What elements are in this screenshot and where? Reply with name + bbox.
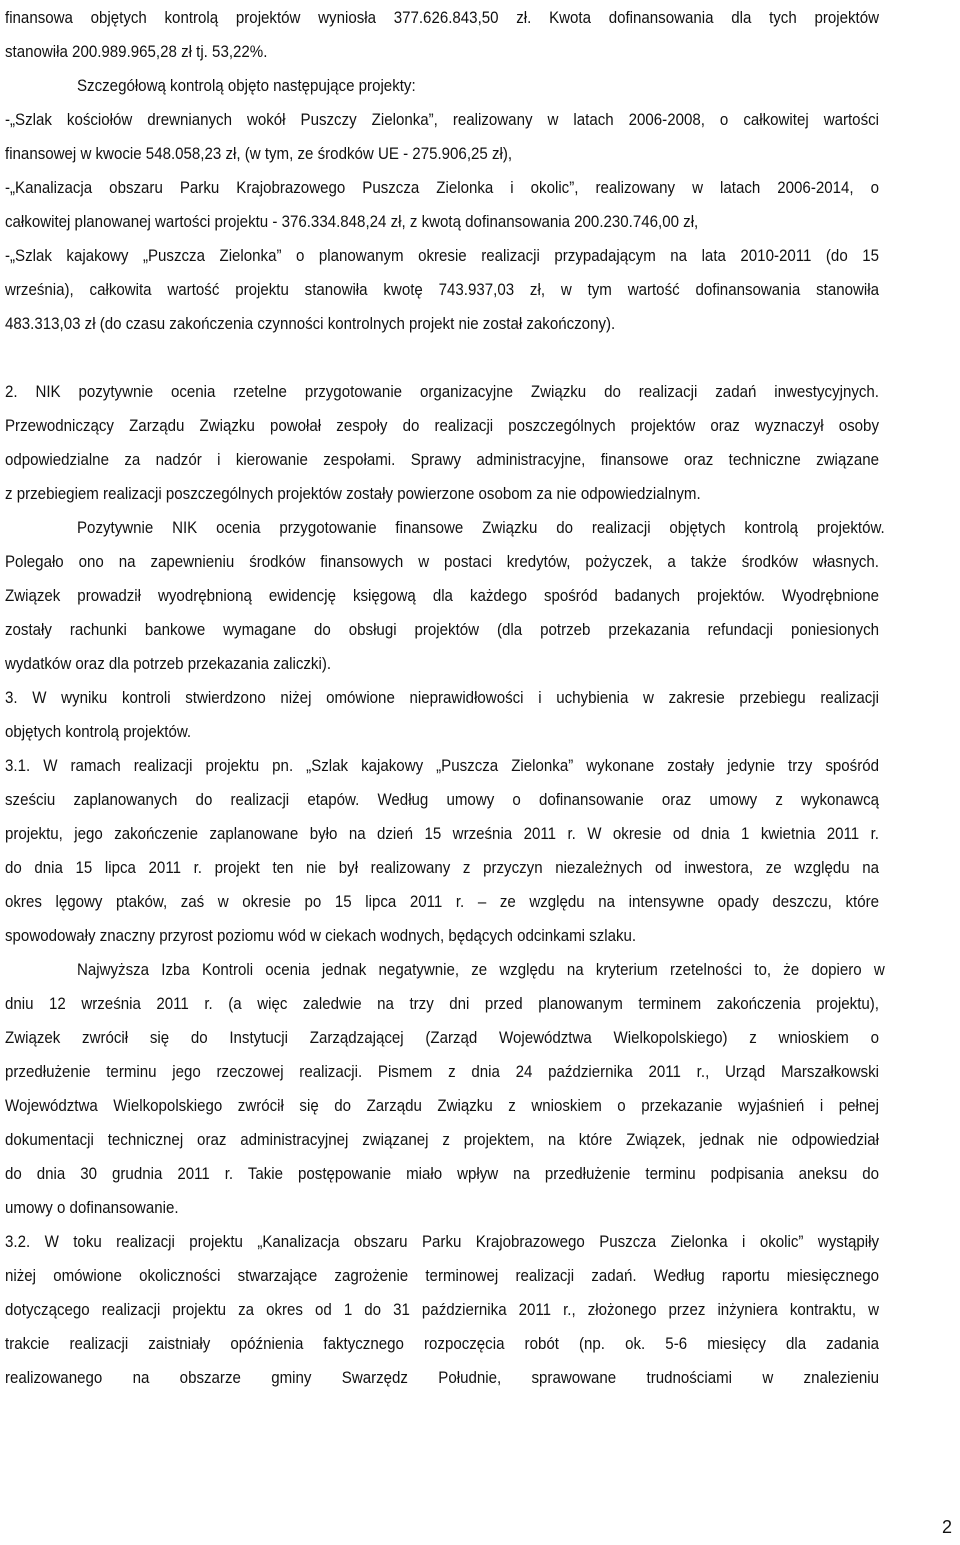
text-line: 3.1. W ramach realizacji projektu pn. „Szlak kajakowy „Puszcza Zielonka” wykonane zostały jedynie trzy spośród [5, 757, 879, 775]
page-number: 2 [941, 1517, 952, 1537]
text-line: umowy o dofinansowanie. [5, 1199, 179, 1217]
text-line: do dnia 15 lipca 2011 r. projekt ten nie był realizowany z przyczyn niezależnych od inwestora, ze względu na [5, 859, 879, 877]
text-line: Pozytywnie NIK ocenia przygotowanie finansowe Związku do realizacji objętych kontrolą projektów. [77, 519, 885, 537]
text-line: zostały rachunki bankowe wymagane do obsługi projektów (dla potrzeb przekazania refundacji poniesionych [5, 621, 879, 639]
text-line: stanowiła 200.989.965,28 zł tj. 53,22%. [5, 43, 268, 61]
text-line: odpowiedzialne za nadzór i kierowanie zespołami. Sprawy administracyjne, finansowe oraz techniczne związane [5, 451, 879, 469]
text-line: objętych kontrolą projektów. [5, 723, 192, 741]
text-line: 483.313,03 zł (do czasu zakończenia czynności kontrolnych projekt nie został zakończony). [5, 315, 616, 333]
text-line: Związek prowadził wyodrębnioną ewidencję księgową dla każdego spośród badanych projektów. Wyodrębnione [5, 587, 879, 605]
text-line: realizowanego na obszarze gminy Swarzędz Południe, sprawowane trudnościami w znalezieniu [5, 1369, 879, 1387]
text-line: Szczegółową kontrolą objęto następujące projekty: [77, 77, 416, 95]
text-line: Związek zwrócił się do Instytucji Zarządzającej (Zarząd Województwa Wielkopolskiego) z wnioskiem o [5, 1029, 879, 1047]
text-line: finansowa objętych kontrolą projektów wyniosła 377.626.843,50 zł. Kwota dofinansowania dla tych projektów [5, 9, 879, 27]
text-line: Najwyższa Izba Kontroli ocenia jednak negatywnie, ze względu na kryterium rzetelności to, że dopiero w [77, 961, 885, 979]
text-line: Województwa Wielkopolskiego zwrócił się do Zarządu Związku z wnioskiem o przekazanie wyjaśnień i pełnej [5, 1097, 879, 1115]
text-line: dotyczącego realizacji projektu za okres od 1 do 31 października 2011 r., złożonego przez inżyniera kontraktu, w [5, 1301, 879, 1319]
text-line: wydatków oraz dla potrzeb przekazania zaliczki). [5, 655, 332, 673]
text-line: do dnia 30 grudnia 2011 r. Takie postępowanie miało wpływ na przedłużenie terminu podpisania aneksu do [5, 1165, 879, 1183]
text-line: trakcie realizacji zaistniały opóźnienia faktycznego rozpoczęcia robót (np. ok. 5-6 miesięcy dla zadania [5, 1335, 879, 1353]
text-line: przedłużenie terminu jego rzeczowej realizacji. Pismem z dnia 24 października 2011 r., Urząd Marszałkowski [5, 1063, 879, 1081]
text-line: -„Kanalizacja obszaru Parku Krajobrazowego Puszcza Zielonka i okolic”, realizowany w latach 2006-2014, o [5, 179, 879, 197]
text-line: spowodowały znaczny przyrost poziomu wód w ciekach wodnych, będących odcinkami szlaku. [5, 927, 637, 945]
text-line: sześciu zaplanowanych do realizacji etapów. Według umowy o dofinansowanie oraz umowy z wykonawcą [5, 791, 879, 809]
text-line: 2. NIK pozytywnie ocenia rzetelne przygotowanie organizacyjne Związku do realizacji zadań inwestycyjnych. [5, 383, 879, 401]
text-line: września), całkowita wartość projektu stanowiła kwotę 743.937,03 zł, w tym wartość dofinansowania stanowiła [5, 281, 879, 299]
text-line: projektu, jego zakończenie zaplanowane było na dzień 15 września 2011 r. W okresie od dnia 1 kwietnia 2011 r. [5, 825, 879, 843]
text-line: z przebiegiem realizacji poszczególnych projektów zostały powierzone osobom za nie odpowiedzialnym. [5, 485, 701, 503]
text-line: dniu 12 września 2011 r. (a więc zaledwie na trzy dni przed planowanym terminem zakończenia projektu), [5, 995, 879, 1013]
text-line: Polegało ono na zapewnieniu środków finansowych w postaci kredytów, pożyczek, a także środków własnych. [5, 553, 879, 571]
text-line: 3.2. W toku realizacji projektu „Kanalizacja obszaru Parku Krajobrazowego Puszcza Zielonka i okolic” wystąpiły [5, 1233, 879, 1251]
text-line: -„Szlak kościołów drewnianych wokół Puszczy Zielonka”, realizowany w latach 2006-2008, o całkowitej wartości [5, 111, 879, 129]
text-line: -„Szlak kajakowy „Puszcza Zielonka” o planowanym okresie realizacji przypadającym na lata 2010-2011 (do 15 [5, 247, 879, 265]
text-line: dokumentacji technicznej oraz administracyjnej związanej z projektem, na które Związek, jednak nie odpowiedział [5, 1131, 879, 1149]
text-line: Przewodniczący Zarządu Związku powołał zespoły do realizacji poszczególnych projektów oraz wyznaczył osoby [5, 417, 879, 435]
text-line: całkowitej planowanej wartości projektu - 376.334.848,24 zł, z kwotą dofinansowania 200.230.746,00 zł, [5, 213, 699, 231]
text-line: 3. W wyniku kontroli stwierdzono niżej omówione nieprawidłowości i uchybienia w zakresie przebiegu realizacji [5, 689, 879, 707]
text-line: niżej omówione okoliczności stwarzające zagrożenie terminowej realizacji zadań. Według raportu miesięcznego [5, 1267, 879, 1285]
text-line: finansowej w kwocie 548.058,23 zł, (w tym, ze środków UE - 275.906,25 zł), [5, 145, 513, 163]
text-line: okres lęgowy ptaków, zaś w okresie po 15 lipca 2011 r. – ze względu na intensywne opady deszczu, które [5, 893, 879, 911]
